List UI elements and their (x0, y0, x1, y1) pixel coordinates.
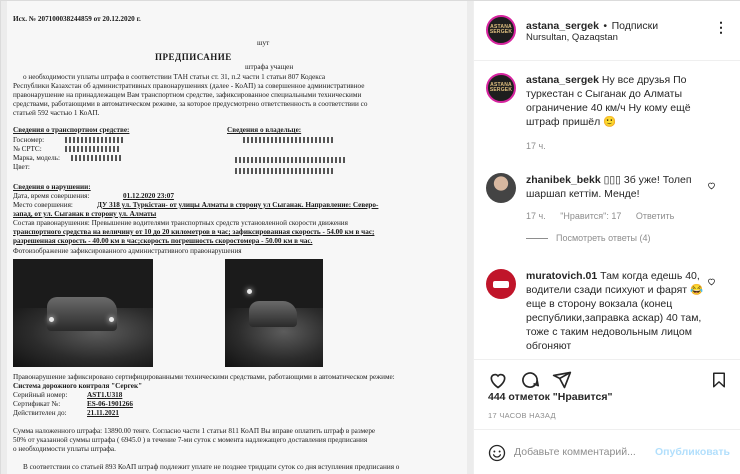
doc-cert-label: Сертификат №: (13, 400, 61, 408)
avatar[interactable] (486, 269, 516, 299)
comment-input[interactable]: Добавьте комментарий... (514, 446, 636, 458)
like-comment-icon[interactable] (707, 277, 716, 286)
header-separator: • (603, 20, 608, 32)
doc-serial-value: АST1.U318 (87, 391, 123, 399)
post-sidebar (473, 1, 740, 474)
doc-para-line: статьей 592 частью 1 КоАП. (13, 109, 100, 117)
like-comment-icon[interactable] (707, 181, 716, 190)
headlight (49, 317, 54, 322)
doc-field-offense-3: разрешенная скорость - 40.00 км в час;скорость погрешность скоростомера - 50.00 км в час. (13, 237, 313, 245)
redaction-mark (235, 157, 345, 163)
post-header (474, 1, 740, 61)
doc-field-place-value: ДУ 318 ул. Туркістан- от улицы Алматы в сторону ул Сыганак. Направление: Северо- (97, 201, 379, 209)
doc-violation-heading: Сведения о нарушении: (13, 183, 91, 191)
comment-text-block (526, 173, 722, 201)
doc-valid-value: 21.11.2021 (87, 409, 119, 417)
camera-photo-right (225, 259, 323, 367)
comment-text-block (526, 269, 722, 353)
comment-text: ▯▯▯ 3б уже! Толеп шаршап кеттім. Менде! (526, 174, 692, 200)
comment-meta (526, 211, 722, 221)
doc-field-datetime-label: Дата, время совершения: (13, 192, 90, 200)
follow-button[interactable]: Подписки (611, 20, 659, 32)
doc-para-line: Республики Казахстан об административных правонарушениях (далее - КоАП) за совершенное административное (13, 82, 365, 90)
comment-username[interactable]: zhanibek_bekk (526, 174, 601, 186)
doc-para-line: правонарушение на принадлежащем Вам транспортном средстве, зафиксированное специальными техническими (13, 91, 362, 99)
more-options-icon[interactable]: ⋮ (714, 19, 728, 35)
headlight (109, 317, 114, 322)
like-heart-icon[interactable] (488, 370, 508, 390)
share-send-icon[interactable] (552, 370, 572, 390)
caption-text-block (526, 73, 722, 129)
comment-time[interactable]: 17 ч. (526, 211, 546, 221)
car-silhouette (249, 301, 297, 327)
redaction-mark (65, 146, 119, 152)
doc-field-place-value-2: запад, от ул. Сыганак в сторону ул. Алматы (13, 210, 157, 218)
add-comment-bar (474, 429, 740, 474)
doc-field-datetime-value: 01.12.2020 23:07 (123, 192, 174, 200)
doc-field-color: Цвет: (13, 163, 30, 171)
doc-field-offense-2: транспортного средства на величину от 10 до 20 километров в час; зафиксированная скорость - 54.00 км в час; (13, 228, 375, 236)
doc-valid-label: Действителен до: (13, 409, 67, 417)
doc-fine-note: о необходимости уплаты штрафа. (13, 445, 116, 453)
post-time-ago[interactable]: 17 ЧАСОВ НАЗАД (488, 411, 556, 420)
replies-line (526, 238, 548, 239)
doc-field-model: Марка, модель: (13, 154, 60, 162)
doc-vehicle-heading: Сведения о транспортном средстве: (13, 126, 130, 134)
doc-field-plate: Госномер: (13, 136, 45, 144)
doc-field-srts: № СРТС: (13, 145, 42, 153)
bookmark-icon[interactable] (710, 370, 728, 390)
doc-field-offense: Состав правонарушения: Превышение водителями транспортных средств установленной скорости движения (13, 219, 348, 227)
doc-serial-label: Серийный номер: (13, 391, 68, 399)
comment-body (526, 173, 722, 243)
doc-outgoing-number: Исх. № 207100038244859 от 20.12.2020 г. (13, 15, 141, 23)
header-username[interactable]: astana_sergek (526, 20, 599, 32)
redaction-mark (235, 168, 335, 174)
doc-cert-value: ES-06-1901266 (87, 400, 133, 408)
camera-photo-left (13, 259, 153, 367)
doc-title: ПРЕДПИСАНИЕ (155, 52, 232, 62)
avatar-logo (493, 281, 509, 288)
avatar[interactable] (486, 15, 516, 45)
doc-para-line: о необходимости уплаты штрафа в соответствии ТАН статьи ст. 31, п.2 части 1 статьи 807 Кодекса (23, 73, 326, 81)
comment-username[interactable]: muratovich.01 (526, 270, 598, 282)
caption-body (526, 73, 722, 151)
caption-text: Ну все друзья По туркестан с Сыганак до Алматы ограничение 40 км/ч Ну кому ещё штраф пришёл 🙂 (526, 74, 691, 128)
avatar[interactable] (486, 73, 516, 103)
comment-likes[interactable]: "Нравится": 17 (560, 211, 622, 221)
avatar-logo-text: ASTANA SERGEK (489, 82, 513, 93)
doc-device-name: Система дорожного контроля "Сергек" (13, 382, 143, 390)
doc-field-place-label: Место совершения: (13, 201, 73, 209)
view-replies-label[interactable]: Посмотреть ответы (4) (556, 233, 651, 243)
doc-fine-amount: Сумма наложенного штрафа: 13890.00 тенге. Согласно части 1 статьи 811 КоАП Вы вправе оплатить штраф в размере (13, 427, 376, 435)
doc-fine-deadline: В соответствии со статьей 893 КоАП штраф подлежит уплате не позднее тридцати суток со дня вступления предписания о (23, 463, 400, 471)
emoji-smiley-icon[interactable] (488, 444, 506, 462)
doc-para-line: средствами, работающими в автоматическом режиме, за которое предусмотрено ответственность в соответствии со (13, 100, 368, 108)
doc-device-text: Правонарушение зафиксировано сертифицированными техническими средствами, работающими в автоматическом режиме: (13, 373, 395, 381)
fine-notice-document (7, 1, 467, 474)
doc-fine-discount: 50% от указанной суммы штрафа ( 6945.0 ) в течение 7-ми суток с момента надлежащего доставления предписания (13, 436, 368, 444)
doc-owner-heading: Сведения о владельце: (227, 126, 302, 134)
doc-photo-caption: Фотоизображение зафиксированного административного правонарушения (13, 247, 242, 255)
redaction-mark (71, 155, 121, 161)
comment-text: Там когда едешь 40, водители сзади псиxуют и фарят 😂 еще в сторону вокзала (конец республики,заправка аскар) 40 там, тоже с таким недовольным лицом обгоняют (526, 270, 704, 352)
comment-bubble-icon[interactable] (520, 370, 540, 390)
reply-button[interactable]: Ответить (635, 211, 675, 221)
redaction-mark (65, 137, 125, 143)
car-silhouette (47, 297, 117, 331)
redaction-mark (243, 137, 333, 143)
avatar-logo-text: ASTANA SERGEK (489, 24, 513, 35)
likes-count[interactable]: 444 отметок "Нравится" (488, 391, 613, 403)
comment-body (526, 269, 722, 353)
caption-time[interactable]: 17 ч. (526, 141, 546, 151)
publish-button[interactable]: Опубликовать (655, 446, 730, 458)
avatar[interactable] (486, 173, 516, 203)
doc-scribble-text: шут (257, 39, 270, 47)
post-image[interactable] (1, 1, 473, 474)
location-link[interactable]: Nursultan, Qazaqstan (526, 32, 618, 43)
headlight (247, 289, 252, 294)
caption-username[interactable]: astana_sergek (526, 74, 599, 86)
view-replies[interactable] (526, 233, 722, 243)
doc-subtitle: штрафа учащен (245, 63, 294, 71)
caption-meta (526, 141, 722, 151)
